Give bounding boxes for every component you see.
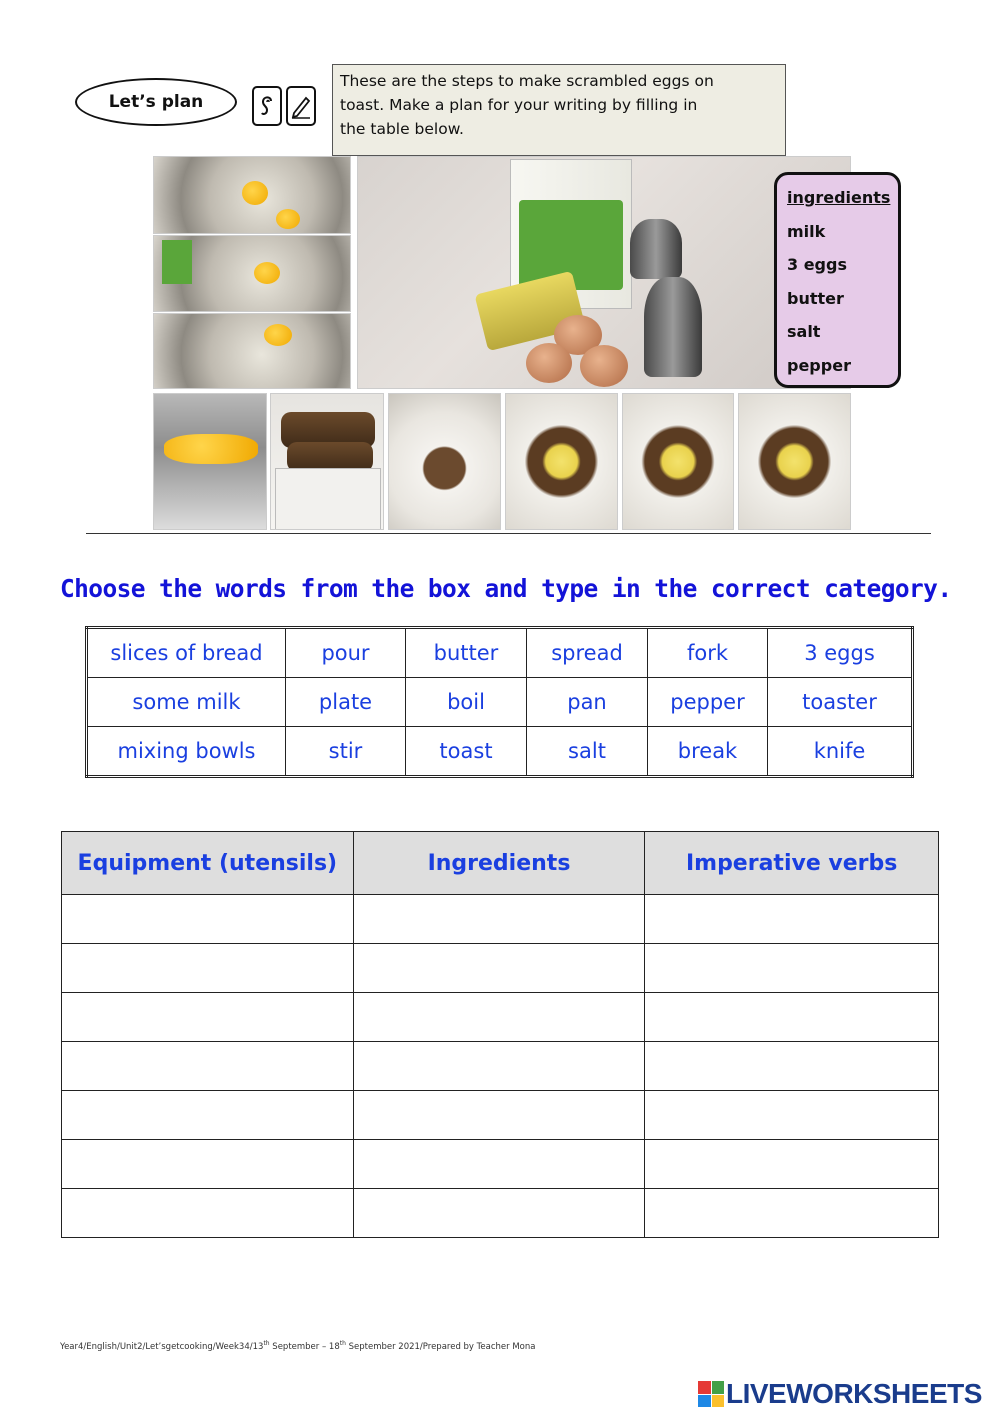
word-cell: knife (768, 727, 913, 777)
word-cell: pepper (648, 678, 768, 727)
word-cell: spread (527, 628, 648, 678)
ingredients-heading: ingredients (787, 188, 891, 207)
word-cell: pour (286, 628, 406, 678)
ingredient-answer-input[interactable] (354, 1189, 645, 1237)
step-photo-toaster (270, 393, 384, 530)
lets-plan-label: Let’s plan (108, 92, 204, 112)
category-table (61, 831, 939, 1238)
answer-row (62, 993, 939, 1042)
ingredient-item: salt (787, 322, 821, 341)
recipe-photo-collage (153, 156, 851, 530)
ingredient-item: 3 eggs (787, 255, 847, 274)
word-cell: stir (286, 727, 406, 777)
liveworksheets-logo-icon (698, 1381, 724, 1407)
verb-answer-input[interactable] (645, 993, 938, 1041)
header-equipment: Equipment (utensils) (62, 832, 354, 895)
word-cell: slices of bread (87, 628, 286, 678)
ingredient-answer-input[interactable] (354, 944, 645, 992)
word-cell: 3 eggs (768, 628, 913, 678)
footer-text: September 2021/Prepared by Teacher Mona (345, 1341, 536, 1352)
intro-line-3: the table below. (340, 120, 464, 138)
step-photo-stir (153, 313, 351, 389)
ingredient-answer-input[interactable] (354, 1042, 645, 1090)
word-cell: plate (286, 678, 406, 727)
verb-answer-input[interactable] (645, 1091, 938, 1139)
ingredient-item: milk (787, 221, 826, 241)
word-row (87, 628, 913, 678)
verb-answer-input[interactable] (645, 1140, 938, 1188)
equipment-answer-input[interactable] (62, 1042, 353, 1090)
lets-plan-badge (75, 78, 237, 126)
step-photo-finished (738, 393, 851, 530)
header-imperative-verbs: Imperative verbs (645, 832, 939, 895)
intro-line-1: These are the steps to make scrambled eggs on (340, 72, 714, 90)
word-cell: toast (406, 727, 527, 777)
answer-row (62, 1042, 939, 1091)
equipment-answer-input[interactable] (62, 1140, 353, 1188)
ear-icon (252, 86, 282, 126)
answer-row (62, 1091, 939, 1140)
header-ingredients: Ingredients (353, 832, 645, 895)
ingredient-answer-input[interactable] (354, 1140, 645, 1188)
verb-answer-input[interactable] (645, 1189, 938, 1237)
category-header-row (62, 832, 939, 895)
pencil-writing-icon (286, 86, 316, 126)
step-photo-egg-on-toast (505, 393, 618, 530)
word-cell: mixing bowls (87, 727, 286, 777)
answer-row (62, 944, 939, 993)
word-cell: some milk (87, 678, 286, 727)
answer-row (62, 1140, 939, 1189)
step-photo-cook-eggs (153, 393, 267, 530)
word-cell: break (648, 727, 768, 777)
word-cell: boil (406, 678, 527, 727)
word-box (85, 626, 914, 778)
word-row (87, 678, 913, 727)
answer-row (62, 1189, 939, 1238)
footer-sup: th (339, 1340, 346, 1347)
verb-answer-input[interactable] (645, 895, 938, 943)
equipment-answer-input[interactable] (62, 895, 353, 943)
word-cell: fork (648, 628, 768, 678)
intro-line-2: toast. Make a plan for your writing by filling in (340, 96, 698, 114)
ingredient-item: butter (787, 288, 844, 308)
liveworksheets-brand[interactable] (698, 1378, 982, 1410)
ingredient-answer-input[interactable] (354, 895, 645, 943)
word-cell: salt (527, 727, 648, 777)
word-cell: butter (406, 628, 527, 678)
verb-answer-input[interactable] (645, 1042, 938, 1090)
word-cell: toaster (768, 678, 913, 727)
brand-name: LIVEWORKSHEETS (726, 1378, 982, 1409)
equipment-answer-input[interactable] (62, 993, 353, 1041)
equipment-answer-input[interactable] (62, 1091, 353, 1139)
ingredient-item: pepper (787, 355, 851, 375)
ingredient-answer-input[interactable] (354, 993, 645, 1041)
footer-text: Year4/English/Unit2/Let’sgetcooking/Week34/13 (60, 1341, 264, 1352)
footer-text: September – 18 (269, 1341, 340, 1352)
word-cell: pan (527, 678, 648, 727)
task-instruction: Choose the words from the box and type in the correct category. (60, 574, 952, 603)
equipment-answer-input[interactable] (62, 1189, 353, 1237)
section-divider (86, 533, 931, 534)
step-photo-add-milk (153, 235, 351, 312)
footer-sup: th (263, 1340, 270, 1347)
ingredient-answer-input[interactable] (354, 1091, 645, 1139)
verb-answer-input[interactable] (645, 944, 938, 992)
intro-instructions (332, 64, 786, 156)
word-row (87, 727, 913, 777)
ingredients-list (774, 172, 901, 388)
answer-row (62, 895, 939, 944)
step-photo-crack-egg (153, 156, 351, 234)
step-photo-spread-butter (388, 393, 501, 530)
step-photo-season (622, 393, 734, 530)
footer-credit (60, 1340, 535, 1352)
equipment-answer-input[interactable] (62, 944, 353, 992)
